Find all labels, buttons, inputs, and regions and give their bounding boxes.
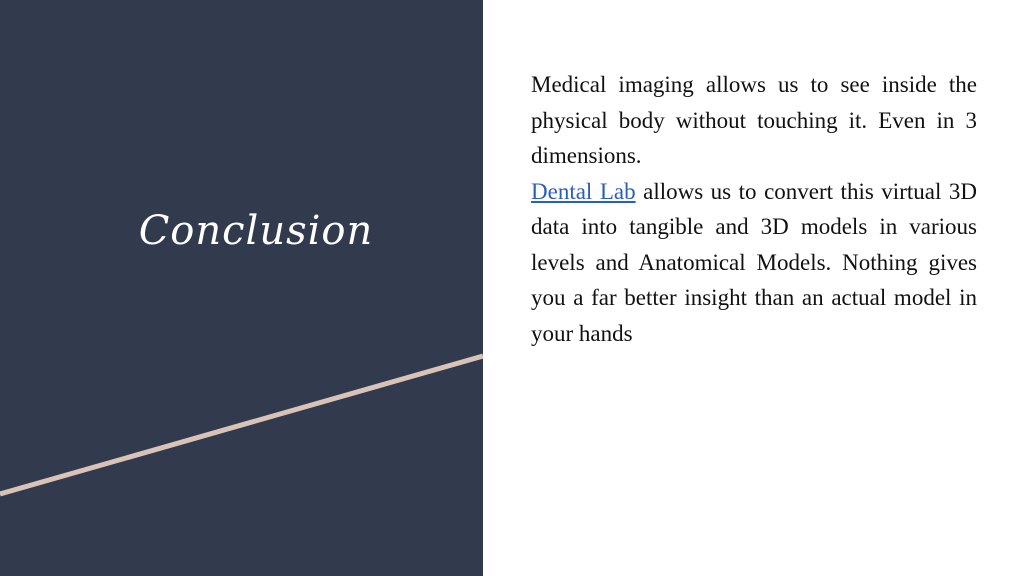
paragraph-2 — [531, 174, 977, 352]
diagonal-divider-line — [0, 0, 483, 576]
body-text — [531, 67, 977, 351]
paragraph-2-text: allows us to convert this virtual 3D data into tangible and 3D models in various levels and Anatomical Models. Nothing gives you a far better insight than an actual model in your hands — [531, 178, 977, 346]
slide-title: Conclusion — [138, 208, 374, 254]
paragraph-1: Medical imaging allows us to see inside the physical body without touching it. Even in 3 dimensions. — [531, 72, 977, 168]
dental-lab-link[interactable]: Dental Lab — [531, 178, 636, 204]
